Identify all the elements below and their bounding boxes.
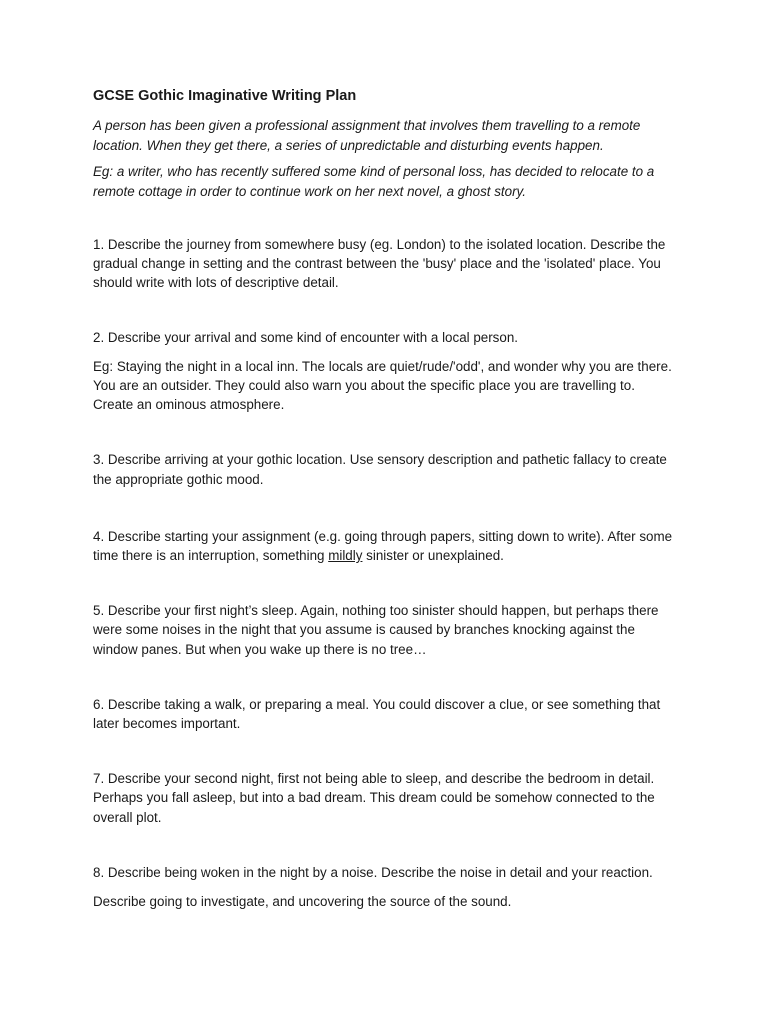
step-4-text: 4. Describe starting your assignment (e.g. going through papers, sitting down to write). After some time there is an interruption, something (93, 528, 673, 564)
intro-paragraph: A person has been given a professional assignment that involves them travelling to a remote location. When they get there, a series of unpredictable and disturbing events happen. (93, 118, 641, 153)
intro-example: Eg: a writer, who has recently suffered some kind of personal loss, has decided to relocate to a remote cottage in order to continue work on her next novel, a ghost story. (93, 164, 655, 199)
document-title: GCSE Gothic Imaginative Writing Plan (93, 88, 357, 104)
step-6: 6. Describe taking a walk, or preparing a meal. You could discover a clue, or see something that later becomes important. (93, 696, 661, 732)
step-4-emphasis: mildly (328, 548, 363, 564)
step-2: 2. Describe your arrival and some kind of encounter with a local person. (93, 329, 518, 345)
step-4 (93, 527, 678, 565)
step-3: 3. Describe arriving at your gothic location. Use sensory description and pathetic fallacy to create the appropriate gothic mood. (93, 452, 667, 487)
step-8-followup: Describe going to investigate, and uncovering the source of the sound. (93, 894, 512, 910)
step-5: 5. Describe your first night’s sleep. Again, nothing too sinister should happen, but perhaps there were some noises in the night that you assume is caused by branches knocking against the window panes. But when you wake up there is no tree… (93, 603, 659, 657)
step-8: 8. Describe being woken in the night by a noise. Describe the noise in detail and your reaction. (93, 864, 653, 880)
step-1: 1. Describe the journey from somewhere busy (eg. London) to the isolated location. Describe the gradual change in setting and the contrast between the 'busy' place and the 'isolated' place. You should write with lots of descriptive detail. (93, 237, 666, 291)
step-7: 7. Describe your second night, first not being able to sleep, and describe the bedroom in detail. Perhaps you fall asleep, but into a bad dream. This dream could be somehow connected to the overall plot. (93, 771, 655, 825)
step-4-text-end: sinister or unexplained. (362, 548, 504, 564)
step-2-example: Eg: Staying the night in a local inn. The locals are quiet/rude/'odd', and wonder why you are there. You are an outsider. They could also warn you about the specific place you are travelling to. Create an ominous atmosphere. (93, 358, 672, 413)
document-page (93, 87, 678, 911)
